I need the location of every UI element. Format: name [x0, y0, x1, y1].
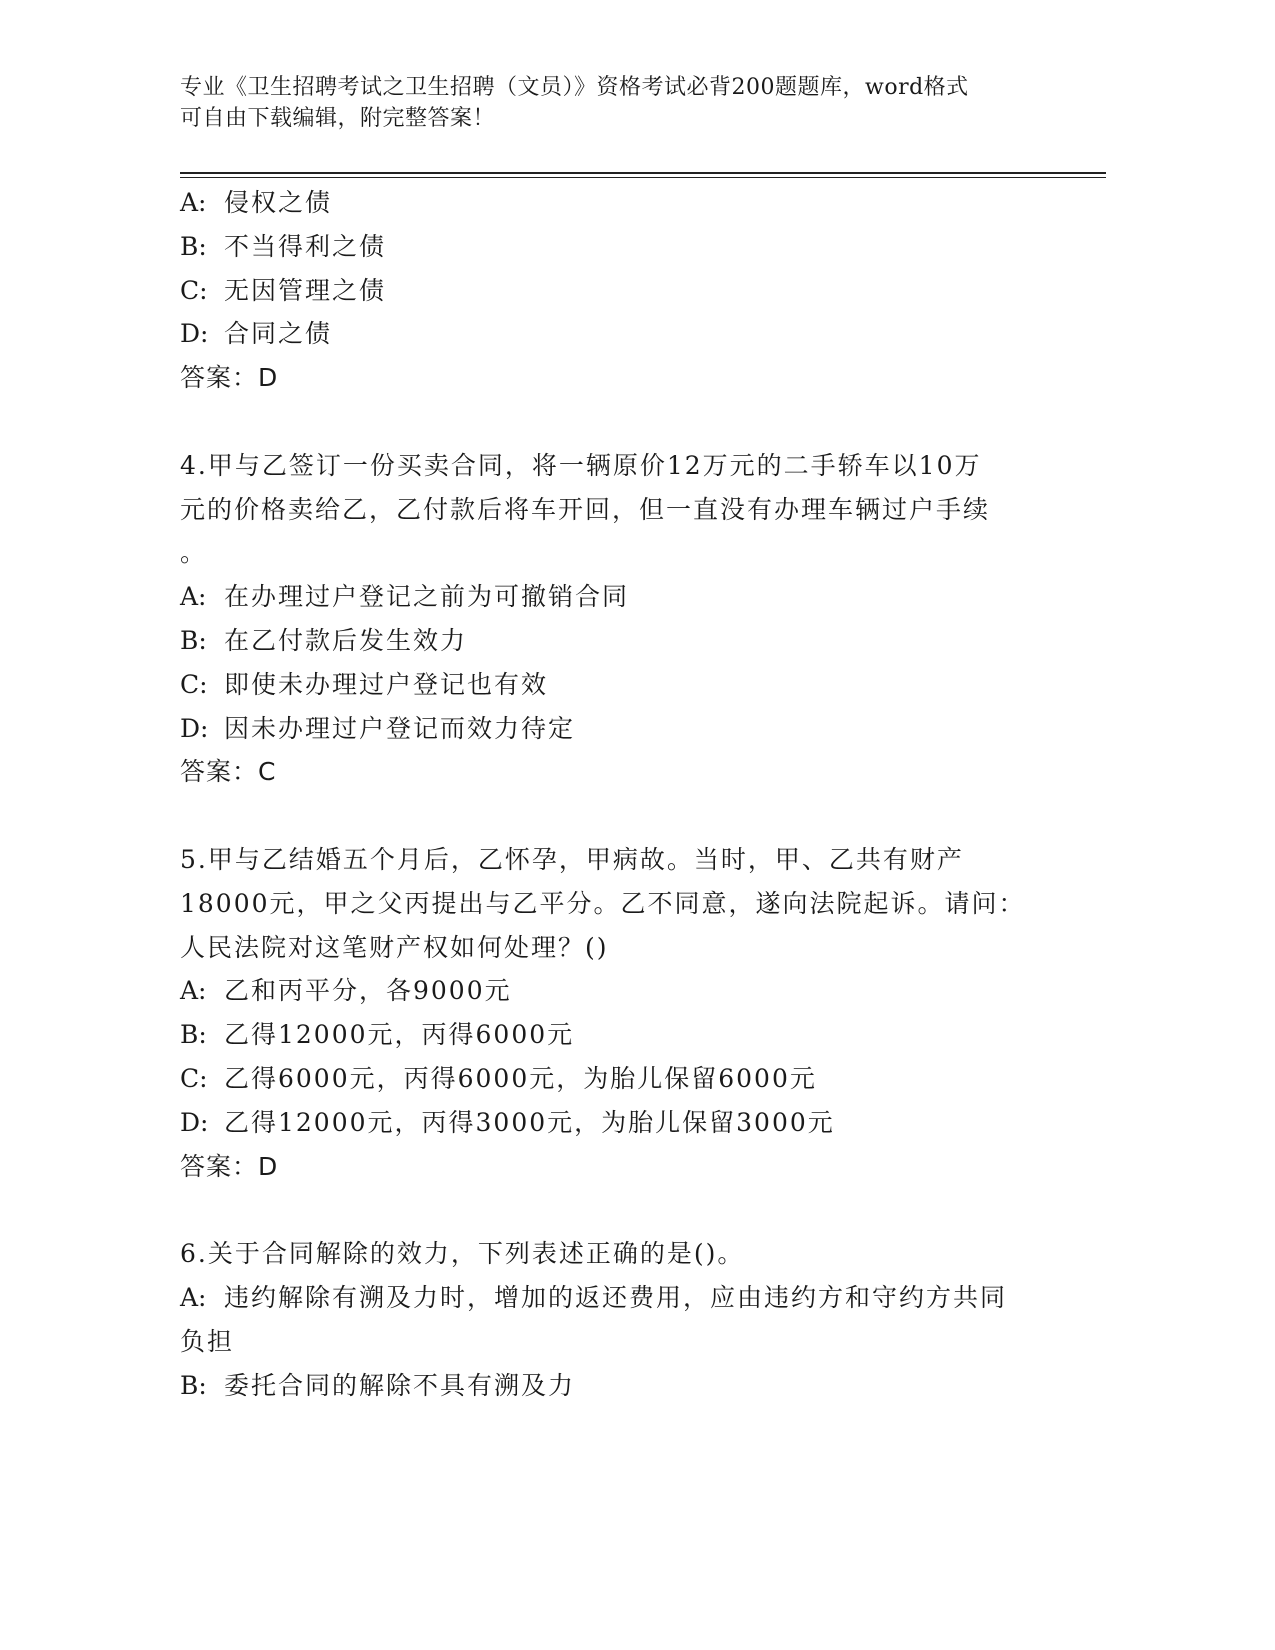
answer: 答案：D [180, 363, 279, 393]
question-stem-line: 4.甲与乙签订一份买卖合同，将一辆原价12万元的二手轿车以10万 [180, 450, 982, 480]
question-stem-line: 元的价格卖给乙，乙付款后将车开回，但一直没有办理车辆过户手续 [180, 494, 991, 524]
option-b: B: 乙得12000元，丙得6000元 [180, 1020, 575, 1050]
option-b: B: 委托合同的解除不具有溯及力 [180, 1370, 576, 1400]
header-rule-thick [180, 172, 1106, 174]
option-a-continuation: 负担 [180, 1326, 235, 1356]
option-d: D: 乙得12000元，丙得3000元，为胎儿保留3000元 [180, 1107, 835, 1137]
question-stem-line: 5.甲与乙结婚五个月后，乙怀孕，甲病故。当时，甲、乙共有财产 [180, 844, 964, 874]
option-d: D: 因未办理过户登记而效力待定 [180, 713, 576, 743]
question-stem-line: 。 [180, 538, 208, 568]
answer: 答案：D [180, 1151, 279, 1181]
option-a: A: 违约解除有溯及力时，增加的返还费用，应由违约方和守约方共同 [180, 1282, 1008, 1312]
question-5 [180, 838, 1040, 1188]
option-b: B: 不当得利之债 [180, 231, 387, 261]
question-4 [180, 444, 1040, 794]
question-6 [180, 1232, 1040, 1407]
option-a: A: 乙和丙平分，各9000元 [180, 976, 512, 1006]
document-header [180, 72, 1040, 134]
question-stem-line: 人民法院对这笔财产权如何处理？() [180, 932, 609, 962]
question-3 [180, 181, 1040, 400]
question-stem-line: 6.关于合同解除的效力，下列表述正确的是()。 [180, 1239, 745, 1269]
spacer [180, 400, 1040, 444]
answer: 答案：C [180, 757, 277, 787]
option-c: C: 乙得6000元，丙得6000元，为胎儿保留6000元 [180, 1063, 817, 1093]
option-d: D: 合同之债 [180, 319, 333, 349]
spacer [180, 794, 1040, 838]
option-c: C: 即使未办理过户登记也有效 [180, 669, 549, 699]
question-stem-line: 18000元，甲之父丙提出与乙平分。乙不同意，遂向法院起诉。请问： [180, 888, 1026, 918]
question-list [180, 181, 1040, 1407]
header-line-2: 可自由下载编辑，附完整答案！ [180, 106, 496, 131]
spacer [180, 1188, 1040, 1232]
option-c: C: 无因管理之债 [180, 275, 387, 305]
option-a: A: 侵权之债 [180, 188, 333, 217]
header-rule-thin [180, 177, 1106, 178]
header-line-1: 专业《卫生招聘考试之卫生招聘（文员）》资格考试必背200题题库，word格式 [180, 75, 969, 100]
option-b: B: 在乙付款后发生效力 [180, 625, 468, 655]
option-a: A: 在办理过户登记之前为可撤销合同 [180, 582, 630, 612]
